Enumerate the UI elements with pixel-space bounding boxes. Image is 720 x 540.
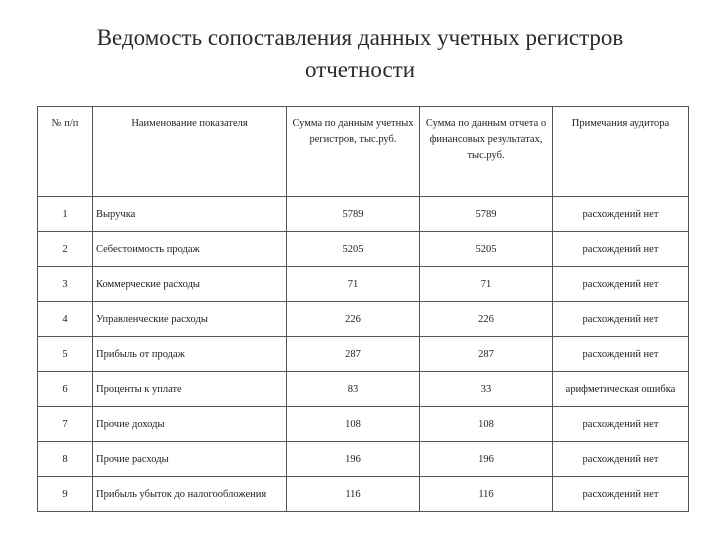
table-row bbox=[38, 267, 689, 302]
row-report-value: 108 bbox=[420, 407, 553, 442]
row-report-value: 287 bbox=[420, 337, 553, 372]
table-row bbox=[38, 302, 689, 337]
table-row bbox=[38, 372, 689, 407]
row-report-value: 5789 bbox=[420, 197, 553, 232]
row-number: 6 bbox=[38, 372, 93, 407]
table-row bbox=[38, 477, 689, 512]
row-number: 5 bbox=[38, 337, 93, 372]
row-register-value: 287 bbox=[287, 337, 420, 372]
row-register-value: 116 bbox=[287, 477, 420, 512]
reconciliation-table bbox=[37, 106, 689, 512]
header-register-sum: Сумма по данным учетных регистров, тыс.руб. bbox=[287, 107, 420, 197]
table-row bbox=[38, 197, 689, 232]
row-number: 8 bbox=[38, 442, 93, 477]
row-number: 2 bbox=[38, 232, 93, 267]
header-report-sum: Сумма по данным отчета о финансовых результатах, тыс.руб. bbox=[420, 107, 553, 197]
row-report-value: 116 bbox=[420, 477, 553, 512]
row-auditor-note: расхождений нет bbox=[553, 442, 689, 477]
row-indicator: Управленческие расходы bbox=[93, 302, 287, 337]
row-report-value: 196 bbox=[420, 442, 553, 477]
row-auditor-note: расхождений нет bbox=[553, 267, 689, 302]
row-indicator: Прочие доходы bbox=[93, 407, 287, 442]
row-register-value: 226 bbox=[287, 302, 420, 337]
row-indicator: Проценты к уплате bbox=[93, 372, 287, 407]
row-number: 9 bbox=[38, 477, 93, 512]
row-number: 4 bbox=[38, 302, 93, 337]
row-indicator: Прибыль убыток до налогообложения bbox=[93, 477, 287, 512]
row-number: 1 bbox=[38, 197, 93, 232]
header-auditor-notes: Примечания аудитора bbox=[553, 107, 689, 197]
row-indicator: Прочие расходы bbox=[93, 442, 287, 477]
title-line-1: Ведомость сопоставления данных учетных регистров bbox=[96, 25, 624, 50]
row-register-value: 5205 bbox=[287, 232, 420, 267]
row-indicator: Себестоимость продаж bbox=[93, 232, 287, 267]
title-line-2: отчетности bbox=[304, 57, 416, 82]
row-register-value: 71 bbox=[287, 267, 420, 302]
row-auditor-note: арифметическая ошибка bbox=[553, 372, 689, 407]
table-row bbox=[38, 442, 689, 477]
table-row bbox=[38, 232, 689, 267]
row-report-value: 71 bbox=[420, 267, 553, 302]
row-number: 3 bbox=[38, 267, 93, 302]
row-report-value: 5205 bbox=[420, 232, 553, 267]
row-report-value: 226 bbox=[420, 302, 553, 337]
row-register-value: 108 bbox=[287, 407, 420, 442]
row-auditor-note: расхождений нет bbox=[553, 197, 689, 232]
row-indicator: Прибыль от продаж bbox=[93, 337, 287, 372]
row-auditor-note: расхождений нет bbox=[553, 337, 689, 372]
row-indicator: Коммерческие расходы bbox=[93, 267, 287, 302]
row-auditor-note: расхождений нет bbox=[553, 232, 689, 267]
row-number: 7 bbox=[38, 407, 93, 442]
table-header-row bbox=[38, 107, 689, 197]
row-register-value: 83 bbox=[287, 372, 420, 407]
table-row bbox=[38, 337, 689, 372]
row-auditor-note: расхождений нет bbox=[553, 302, 689, 337]
header-number: № п/п bbox=[38, 107, 93, 197]
document-title bbox=[0, 22, 720, 86]
row-register-value: 196 bbox=[287, 442, 420, 477]
row-report-value: 33 bbox=[420, 372, 553, 407]
table-row bbox=[38, 407, 689, 442]
row-auditor-note: расхождений нет bbox=[553, 407, 689, 442]
row-indicator: Выручка bbox=[93, 197, 287, 232]
row-auditor-note: расхождений нет bbox=[553, 477, 689, 512]
row-register-value: 5789 bbox=[287, 197, 420, 232]
header-indicator-name: Наименование показателя bbox=[93, 107, 287, 197]
